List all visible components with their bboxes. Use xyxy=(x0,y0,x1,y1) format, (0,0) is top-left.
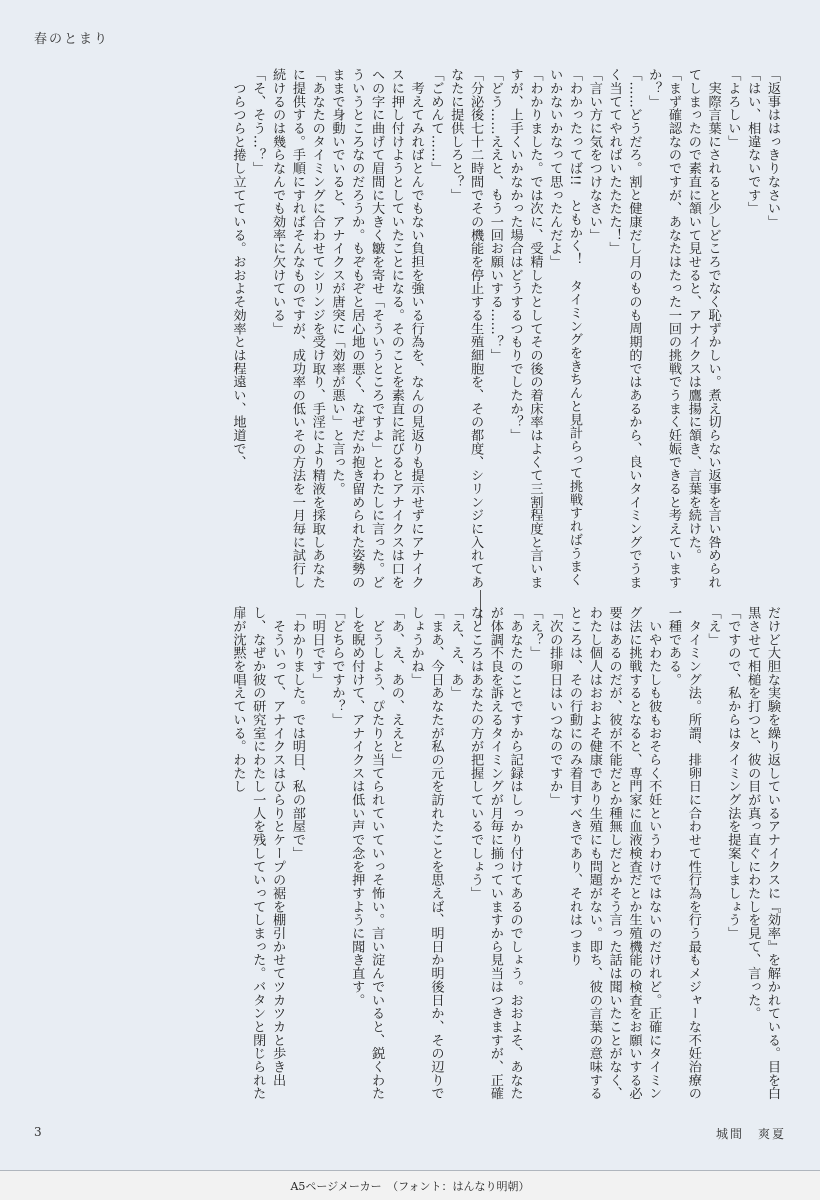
paragraph: 考えてみればとんでもない負担を強いる行為を、なんの見返りも提示せずにアナイクスに押し付けようとしていたことになる。そのことを素直に詫びるとアナイクスは口をへの字に曲げて眉間に大きく皺を寄せ「そういうところですよ」とわたしに言った。どういうところなのだろうか。もぞもぞと居心地の悪く、なぜだか抱き留められた姿勢のままで身動いでいると、アナイクスが唐突に「効率が悪い」と言った。 xyxy=(329,68,424,589)
upper-text-column xyxy=(37,68,782,592)
paragraph: 「明日です」 xyxy=(309,606,325,687)
paragraph: 実際言葉にされると少しどころでなく恥ずかしい。煮え切らない返事を言い咎められてしまったので素直に頷いて見せると、アナイクスは鷹揚に頷き、言葉を続けた。 xyxy=(685,68,721,589)
paragraph: 「ごめんて……」 xyxy=(428,68,444,175)
paragraph: 「次の排卵日はいつなのですか」 xyxy=(547,606,563,807)
paragraph: 「え？」 xyxy=(527,606,543,660)
paragraph: つらつらと捲し立てている。おおよそ効率とは程遠い、地道で、 xyxy=(230,68,246,469)
generator-credit: A5ページメーカー （フォント：はんなり明朝） xyxy=(290,1180,530,1193)
paragraph: 「わかりました。では次に、受精したとしてその後の着床率はよくて三割程度と言いますが、上手くいかなかった場合はどうするつもりでしたか？」 xyxy=(507,68,543,589)
lower-text-column xyxy=(37,606,782,1106)
paragraph: 「そ、そう…？」 xyxy=(250,68,266,175)
page-number: 3 xyxy=(34,1125,42,1139)
paragraph: 「まず確認なのですが、あなたはたった一回の挑戦でうまく妊娠できると考えていますか？」 xyxy=(646,68,682,589)
paragraph: 「返事ははっきりなさい」 xyxy=(765,68,780,229)
paragraph: タイミング法。所謂、排卵日に合わせて性行為を行う最もメジャーな不妊治療の一種である。 xyxy=(666,606,701,1100)
paragraph: そういって、アナイクスはひらりとケープの裾を棚引かせてツカツカと歩き出し、なぜか彼の研究室にわたし一人を残していってしまった。バタンと閉じられた扉が沈黙を唱えている。わたし xyxy=(230,606,286,1100)
paragraph: 「わかったってば!! ともかく！ タイミングをきちんと見計らって挑戦すればうまくいかないかなって思ったんだよ」 xyxy=(547,68,583,587)
paragraph: 「ですので、私からはタイミング法を提案しましょう」 xyxy=(725,606,741,940)
paragraph: いやわたしも彼もおそらく不妊というわけではないのだけれど。正確にタイミング法に挑戦するとなると、専門家に血液検査だとか生殖機能の検査をお願いする必要はあるのだが、彼が不能だとか種無しだとかそう言った話は聞いたことがなく、わたし個人はおおよそ健康であり生殖にも問題がない。即ち、彼の言葉の意味するところは、その行動にのみ着目すべきであり、それはつまり xyxy=(567,606,662,1100)
paragraph: 「あなたのことですから記録はしっかり付けてあるのでしょう。おおよそ、あなたが体調不良を訴えるタイミングが月毎に揃っていますから見当はつきますが、正確なところはあなたの方が把握しているでしょう」 xyxy=(468,606,523,1100)
paragraph: 「え、え、あ」 xyxy=(448,606,464,700)
paragraph: 「分泌後七十二時間でその機能を停止する生殖細胞を、その都度、シリンジに入れてあなたに提供しろと？」 xyxy=(448,68,484,589)
paragraph: 「どう……ええと、もう一回お願いする……？」 xyxy=(487,68,503,362)
author-name: 城間 爽夏 xyxy=(715,1127,786,1141)
paragraph: 「はい、相違ないです」 xyxy=(745,68,761,215)
paragraph: だけど大胆な実験を繰り返しているアナイクスに『効率』を解かれている。目を白黒させて相槌を打つと、彼の目が真っ直ぐにわたしを見て、言った。 xyxy=(745,606,780,1100)
paragraph: 「わかりました。では明日、私の部屋で」 xyxy=(289,606,305,860)
paragraph: 「……どうだろ。割と健康だし月のものも周期的ではあるから、良いタイミングでうまく当ててやればいたたたた！」 xyxy=(606,68,642,589)
paragraph: 「え」 xyxy=(705,606,721,647)
paragraph: 「言い方に気をつけなさい」 xyxy=(586,68,602,242)
paragraph: 「まあ、今日あなたが私の元を訪れたことを思えば、明日か明後日か、その辺りでしょうかね」 xyxy=(408,606,444,1100)
paragraph: 「あ、え、あの、ええと」 xyxy=(388,606,404,767)
running-title: 春のとまり xyxy=(34,32,110,47)
paragraph: 「どちらですか？」 xyxy=(329,606,345,727)
paragraph: 「あなたのタイミングに合わせてシリンジを受け取り、手淫により精液を採取しあなたに提供する。手順にすればそんなものですが、成功率の低いその方法を一月毎に試行し続けるのは幾らなんでも効率に欠けている」 xyxy=(270,68,325,589)
paragraph: どうしよう、ぴたりと当てられていていっそ怖い。言い淀んでいると、鋭くわたしを睨め付けて、アナイクスは低い声で念を押すように聞き直す。 xyxy=(349,606,385,1100)
paragraph: 「よろしい」 xyxy=(725,68,741,149)
